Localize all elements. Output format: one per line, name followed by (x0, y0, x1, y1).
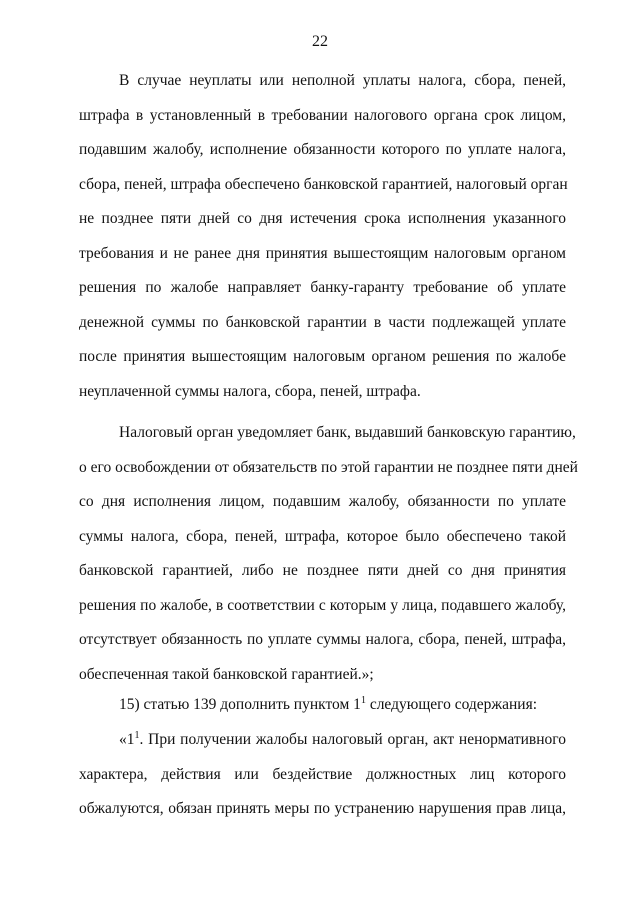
clause-number: «1 (119, 731, 135, 748)
paragraph-article-139-amendment (79, 688, 566, 723)
text-line: не позднее пяти дней со дня истечения срока исполнения указанного (79, 210, 566, 227)
text-line (79, 688, 566, 723)
paragraph-bank-guarantee-claim (79, 64, 566, 409)
amendment-text: 15) статью 139 дополнить пунктом 1 (119, 696, 361, 713)
text-line (79, 723, 566, 758)
text-line: штрафа в установленный в требовании налогового органа срок лицом, (79, 106, 566, 124)
text-line: неуплаченной суммы налога, сбора, пеней, штрафа. (79, 382, 421, 400)
text-line: характера, действия или бездействие должностных лиц которого (79, 765, 566, 783)
text-line: решения по жалобе, в соответствии с которым у лица, подавшего жалобу, (79, 596, 566, 614)
text-line: решения по жалобе направляет банку-гаранту требование об уплате (79, 279, 566, 296)
text-line: обжалуются, обязан принять меры по устранению нарушения прав лица, (79, 800, 566, 817)
paragraph-clause-1-1 (79, 723, 566, 827)
text-line: суммы налога, сбора, пеней, штрафа, которое было обеспечено такой (79, 527, 566, 545)
text-line: обеспеченная такой банковской гарантией.»; (79, 665, 374, 683)
text-line: требования и не ранее дня принятия вышестоящим налоговым органом (79, 244, 566, 262)
page-number: 22 (312, 33, 328, 50)
text-line: со дня исполнения лицом, подавшим жалобу, обязанности по уплате (79, 493, 566, 510)
text-line: сбора, пеней, штрафа обеспечено банковской гарантией, налоговый орган (79, 175, 568, 193)
text-line: о его освобождении от обязательств по этой гарантии не позднее пяти дней (79, 458, 578, 476)
clause-text: . При получении жалобы налоговый орган, акт ненормативного (139, 731, 566, 748)
text-line: банковской гарантией, либо не позднее пяти дней со дня принятия (79, 562, 566, 579)
paragraph-bank-notification (79, 416, 578, 692)
text-line: денежной суммы по банковской гарантии в части подлежащей уплате (79, 313, 566, 331)
text-line: подавшим жалобу, исполнение обязанности которого по уплате налога, (79, 141, 566, 158)
text-line: В случае неуплаты или неполной уплаты налога, сбора, пеней, (119, 72, 566, 89)
text-line: после принятия вышестоящим налоговым органом решения по жалобе (79, 348, 566, 365)
superscript: 1 (360, 694, 366, 706)
text-line: отсутствует обязанность по уплате суммы налога, сбора, пеней, штрафа, (79, 631, 566, 648)
text-line: Налоговый орган уведомляет банк, выдавший банковскую гарантию, (119, 424, 576, 441)
amendment-text-end: следующего содержания: (365, 696, 538, 713)
superscript: 1 (134, 729, 140, 741)
